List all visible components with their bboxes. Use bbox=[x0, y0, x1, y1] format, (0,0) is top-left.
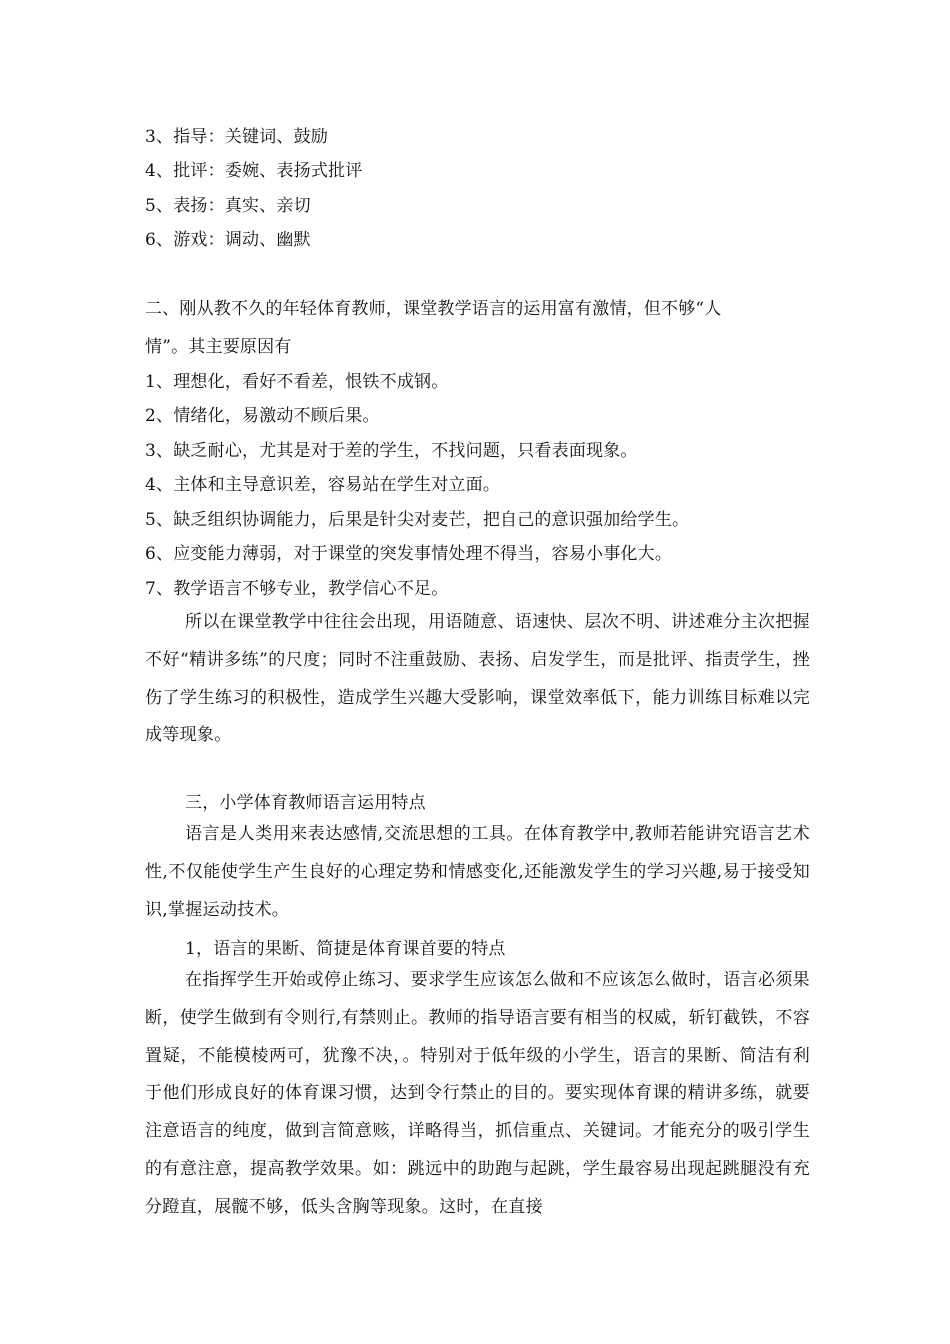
list-item: 5、表扬：真实、亲切 bbox=[145, 196, 311, 216]
list-item: 5、缺乏组织协调能力，后果是针尖对麦芒，把自己的意识强加给学生。 bbox=[145, 510, 690, 530]
body-paragraph: 所以在课堂教学中往往会出现，用语随意、语速快、层次不明、讲述难分主次把握不好“精讲多练”的尺度；同时不注重鼓励、表扬、启发学生，而是批评、指责学生，挫伤了学生练习的积极性，造成学生兴趣大受影响，课堂效率低下，能力训练目标难以完成等现象。 bbox=[145, 612, 810, 746]
list-item: 6、应变能力薄弱，对于课堂的突发事情处理不得当，容易小事化大。 bbox=[145, 544, 673, 564]
list-item: 2、情绪化，易激动不顾后果。 bbox=[145, 406, 380, 426]
list-item: 4、主体和主导意识差，容易站在学生对立面。 bbox=[145, 475, 501, 495]
body-paragraph: 在指挥学生开始或停止练习、要求学生应该怎么做和不应该怎么做时，语言必须果断，使学生做到有令则行,有禁则止。教师的指导语言要有相当的权威，斩钉截铁，不容置疑，不能模棱两可，犹豫不决，。特别对于低年级的小学生，语言的果断、简洁有利于他们形成良好的体育课习惯，达到令行禁止的目的。要实现体育课的精讲多练，就要注意语言的纯度，做到言简意赅，详略得当，抓信重点、关键词。才能充分的吸引学生的有意注意，提高教学效果。如：跳远中的助跑与起跳，学生最容易出现起跳腿没有充分蹬直，展髋不够，低头含胸等现象。这时，在直接 bbox=[145, 970, 810, 1217]
body-paragraph: 语言是人类用来表达感情,交流思想的工具。在体育教学中,教师若能讲究语言艺术性,不仅能使学生产生良好的心理定势和情感变化,还能激发学生的学习兴趣,易于接受知识,掌握运动技术。 bbox=[145, 824, 810, 920]
section-heading-line: 情”。其主要原因有 bbox=[145, 337, 292, 357]
section-heading: 三，小学体育教师语言运用特点 bbox=[185, 793, 426, 813]
section-heading-line: 二、刚从教不久的年轻体育教师，课堂教学语言的运用富有激情，但不够“人 bbox=[145, 299, 722, 319]
subsection-heading: 1，语言的果断、简捷是体育课首要的特点 bbox=[185, 939, 506, 959]
list-item: 1、理想化，看好不看差，恨铁不成钢。 bbox=[145, 372, 449, 392]
list-item: 7、教学语言不够专业，教学信心不足。 bbox=[145, 579, 449, 599]
list-item: 3、指导：关键词、鼓励 bbox=[145, 127, 329, 147]
list-item: 6、游戏：调动、幽默 bbox=[145, 230, 311, 250]
list-item: 3、缺乏耐心，尤其是对于差的学生，不找问题，只看表面现象。 bbox=[145, 441, 638, 461]
list-item: 4、批评：委婉、表扬式批评 bbox=[145, 161, 363, 181]
